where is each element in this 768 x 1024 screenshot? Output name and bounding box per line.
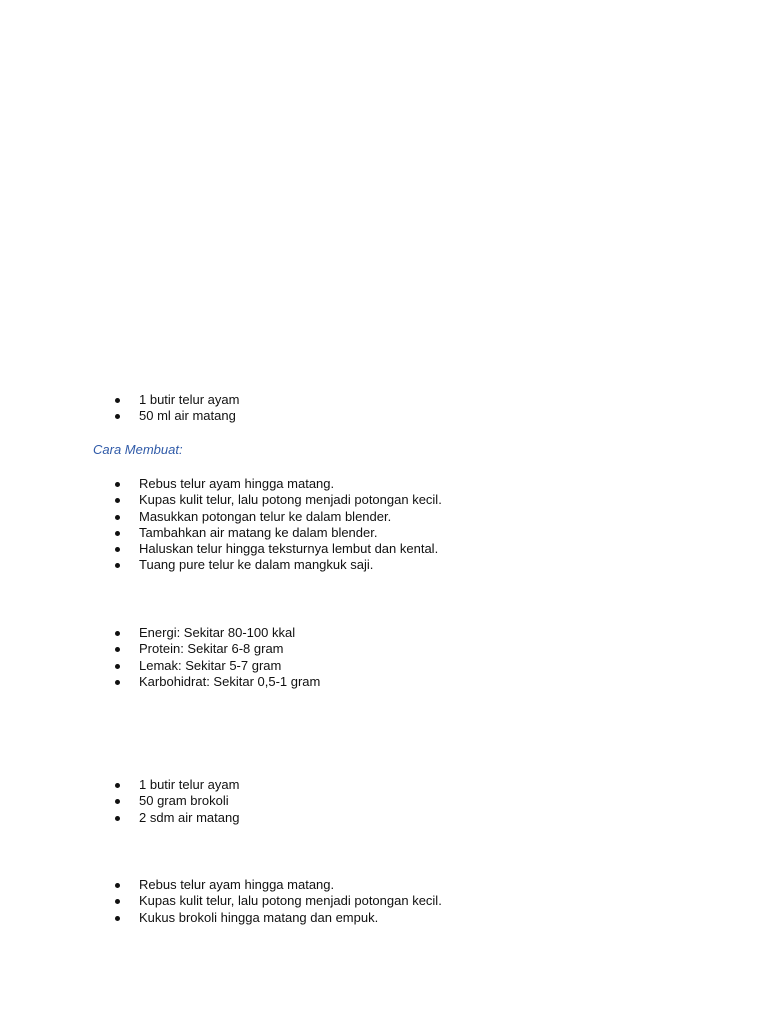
bullet-icon: [115, 631, 120, 636]
list-item: [0, 877, 768, 893]
list-item: [0, 810, 768, 826]
list-item-text: Tambahkan air matang ke dalam blender.: [139, 524, 378, 540]
list-item: [0, 674, 768, 690]
bullet-icon: [115, 515, 120, 520]
list-item-text: Protein: Sekitar 6-8 gram: [139, 641, 284, 657]
list-item: [0, 541, 768, 557]
ingredients-list-telur-brokoli: [0, 777, 768, 826]
list-item: [0, 658, 768, 674]
bullet-icon: [115, 899, 120, 904]
list-item-text: Karbohidrat: Sekitar 0,5-1 gram: [139, 673, 321, 689]
bullet-icon: [115, 680, 120, 685]
bullet-icon: [115, 563, 120, 568]
list-item-text: Tuang pure telur ke dalam mangkuk saji.: [139, 557, 374, 573]
nutrition-list: [0, 625, 768, 690]
bullet-icon: [115, 398, 120, 403]
list-item-text: Masukkan potongan telur ke dalam blender.: [139, 508, 392, 524]
bullet-icon: [115, 498, 120, 503]
list-item-text: 50 gram brokoli: [139, 793, 229, 809]
list-item-text: Rebus telur ayam hingga matang.: [139, 877, 335, 892]
list-item-text: 2 sdm air matang: [139, 809, 240, 825]
bullet-icon: [115, 664, 120, 669]
bullet-icon: [115, 799, 120, 804]
list-item: [0, 641, 768, 657]
list-item-text: 50 ml air matang: [139, 408, 236, 424]
list-item-text: Kupas kulit telur, lalu potong menjadi potongan kecil.: [139, 893, 442, 909]
ingredients-list-pure-telur: [0, 392, 768, 425]
bullet-icon: [115, 482, 120, 487]
list-item-text: Rebus telur ayam hingga matang.: [139, 476, 335, 491]
bullet-icon: [115, 531, 120, 536]
list-item-text: 1 butir telur ayam: [139, 392, 240, 407]
list-item: [0, 392, 768, 408]
list-item: [0, 625, 768, 641]
list-item: [0, 476, 768, 492]
list-item: [0, 893, 768, 909]
list-item: [0, 777, 768, 793]
bullet-icon: [115, 783, 120, 788]
bullet-icon: [115, 647, 120, 652]
list-item: [0, 408, 768, 424]
list-item: [0, 525, 768, 541]
list-item: [0, 910, 768, 926]
list-item-text: Haluskan telur hingga teksturnya lembut dan kental.: [139, 541, 439, 557]
section-heading-cara-membuat: Cara Membuat:: [93, 442, 183, 457]
steps-list-pure-telur: [0, 476, 768, 574]
bullet-icon: [115, 883, 120, 888]
list-item-text: Lemak: Sekitar 5-7 gram: [139, 657, 282, 673]
list-item-text: Kupas kulit telur, lalu potong menjadi potongan kecil.: [139, 492, 442, 508]
bullet-icon: [115, 547, 120, 552]
list-item: [0, 557, 768, 573]
list-item: [0, 793, 768, 809]
steps-list-telur-brokoli: [0, 877, 768, 926]
list-item-text: 1 butir telur ayam: [139, 777, 240, 792]
list-item: [0, 492, 768, 508]
bullet-icon: [115, 816, 120, 821]
list-item-text: Energi: Sekitar 80-100 kkal: [139, 625, 296, 640]
bullet-icon: [115, 916, 120, 921]
list-item-text: Kukus brokoli hingga matang dan empuk.: [139, 909, 379, 925]
list-item: [0, 509, 768, 525]
bullet-icon: [115, 414, 120, 419]
